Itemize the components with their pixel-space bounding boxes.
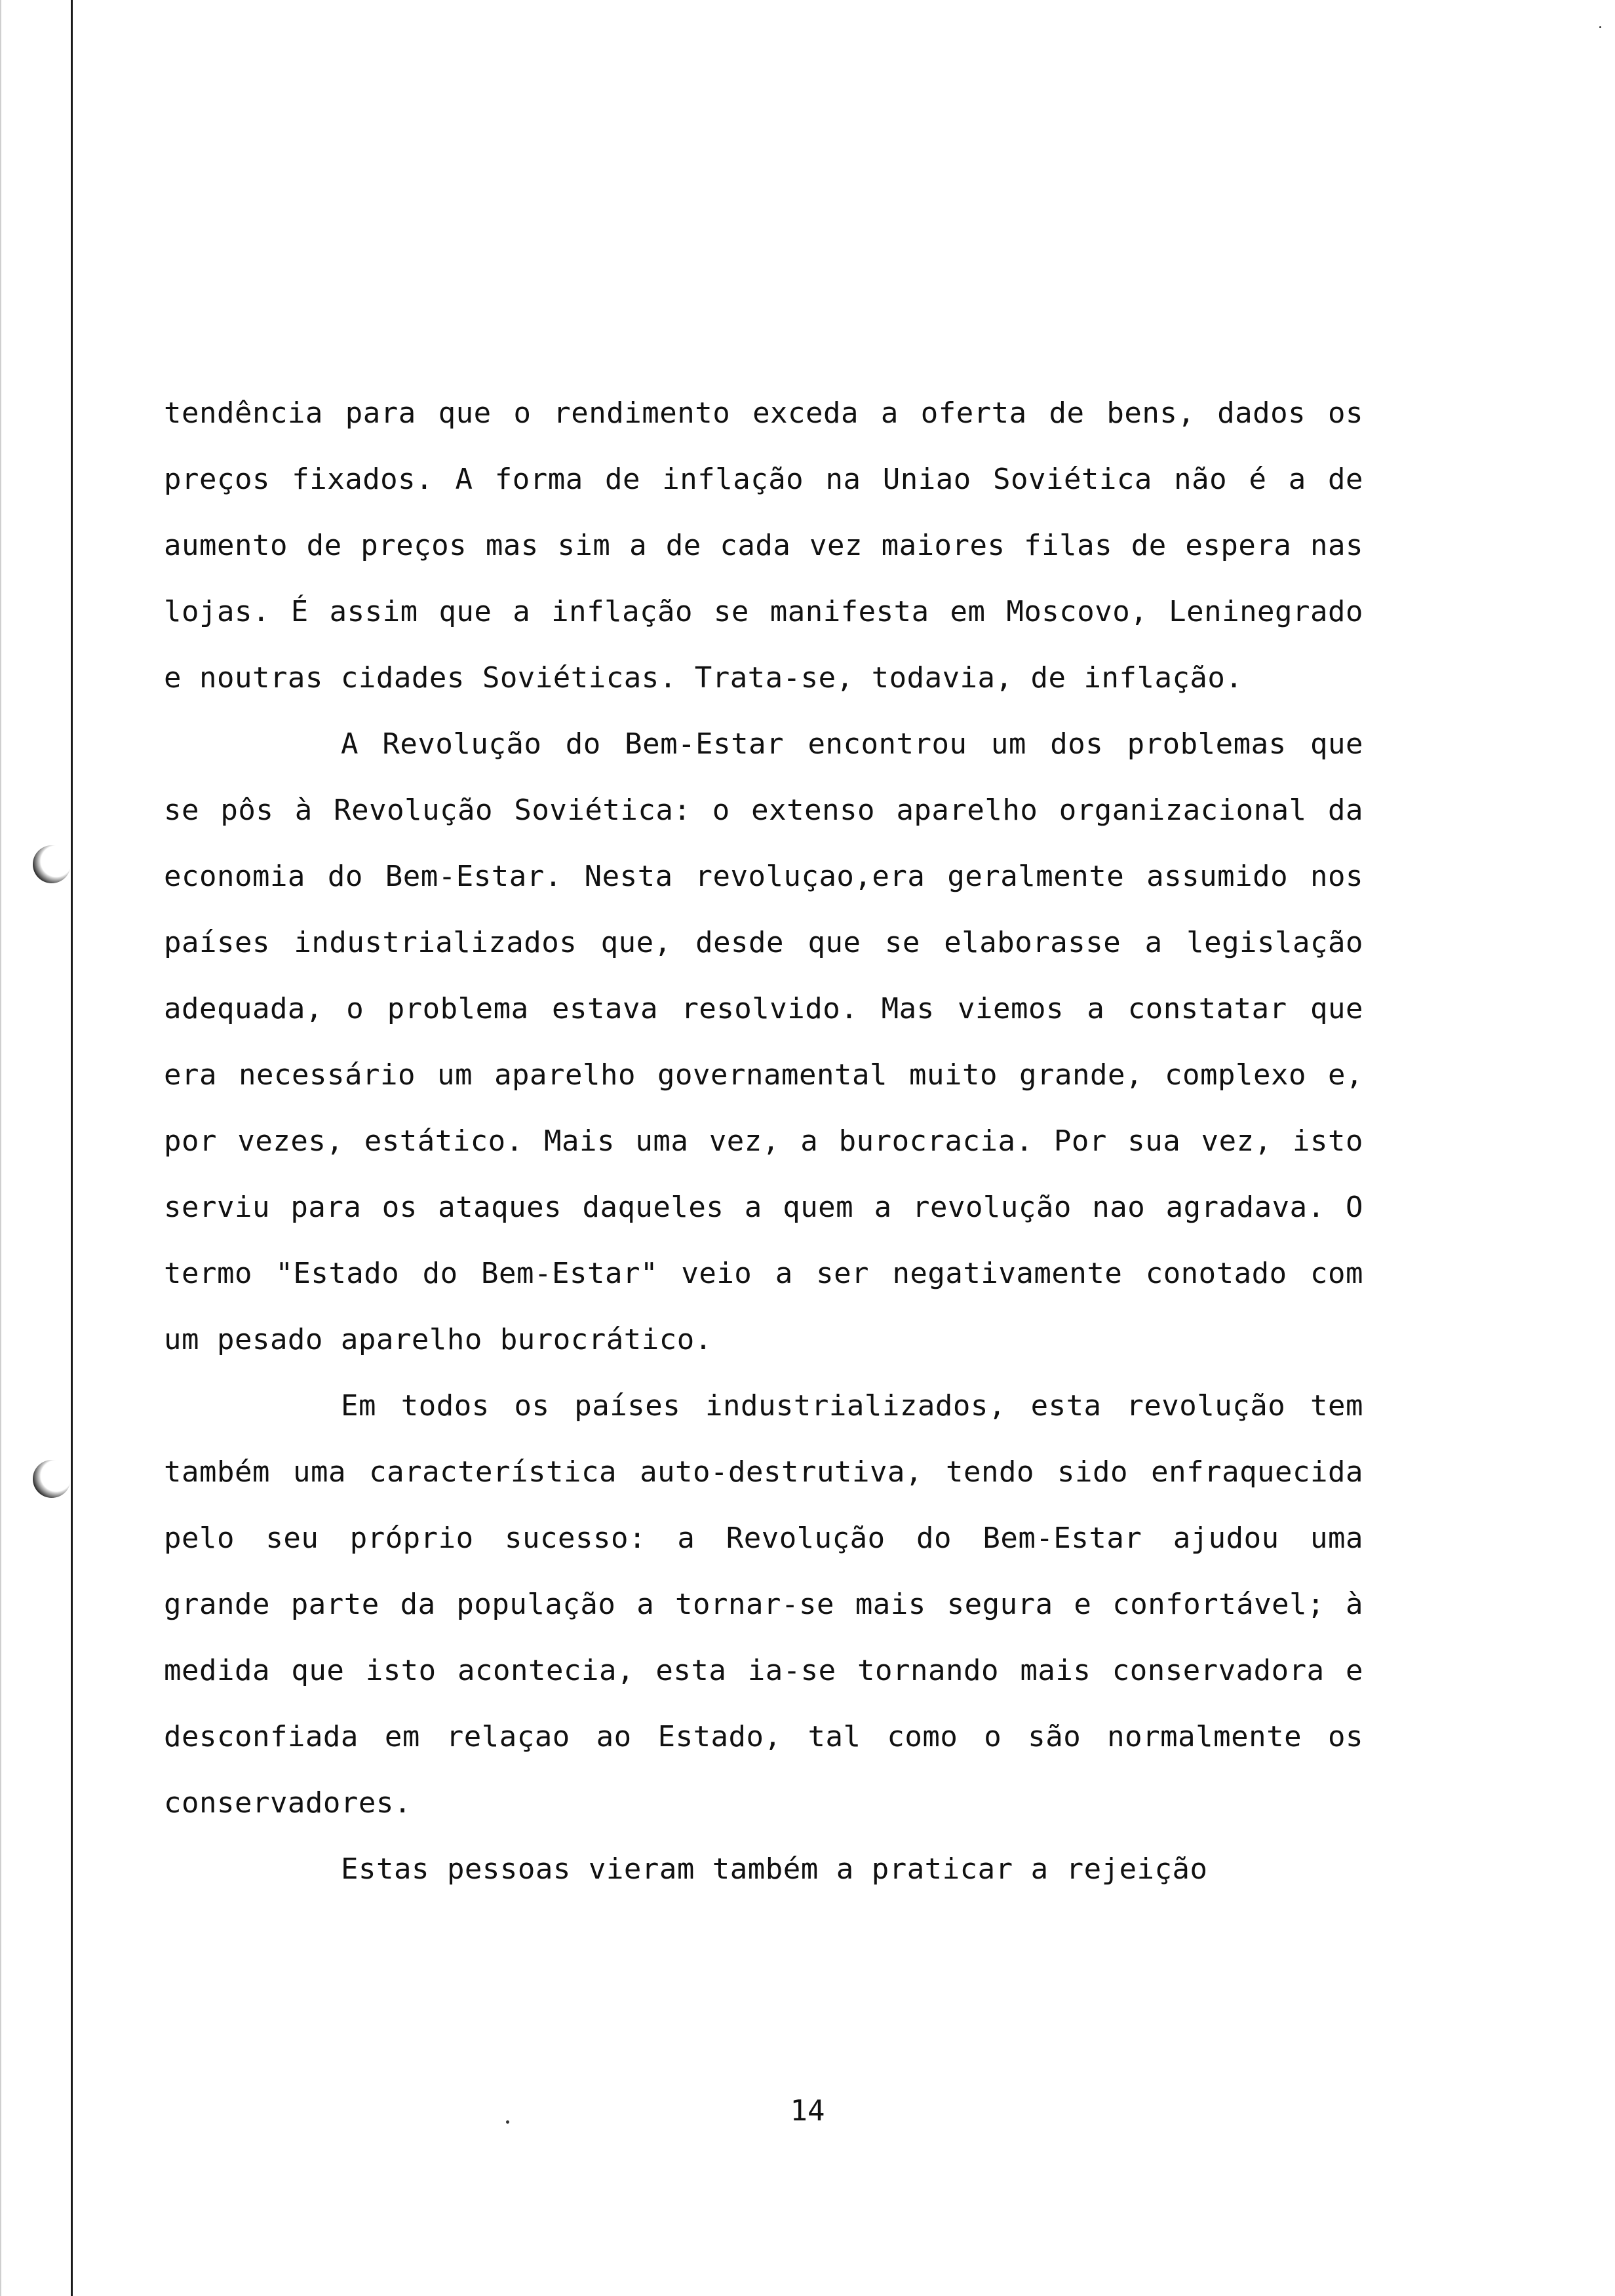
page-number: 14 — [790, 2094, 825, 2128]
document-body — [164, 380, 1363, 1902]
paragraph-self-destructive: Em todos os países industrializados, esta revolução tem também uma característica auto-destrutiva, tendo sido enfraquecida pelo seu próprio sucesso: a Revolução do Bem-Estar ajudou uma grande parte da população a tornar-se mais segura e confortável; à medida que isto acontecia, esta ia-se tornando mais conservadora e desconfiada em relaçao ao Estado, tal como o são normalmente os conservadores. — [164, 1389, 1363, 1820]
binding-hole-icon — [33, 1460, 71, 1498]
binding-margin-line — [71, 0, 73, 2296]
scan-speck — [1599, 26, 1601, 28]
paragraph-continuation: tendência para que o rendimento exceda a oferta de bens, dados os preços fixados. A forma de inflação na Uniao Soviética não é a de aumento de preços mas sim a de cada vez maiores filas de espera nas lojas. É assim que a inflação se manifesta em Moscovo, Leninegrado e noutras cidades Soviéticas. Trata-se, todavia, de inflação. — [164, 396, 1363, 695]
paragraph-welfare-revolution: A Revolução do Bem-Estar encontrou um dos problemas que se pôs à Revolução Soviética: o extenso aparelho organizacional da economia do Bem-Estar. Nesta revoluçao,era geralmente assumido nos países industrializados que, desde que se elaborasse a legislação adequada, o problema estava resolvido. Mas viemos a constatar que era necessário um aparelho governamental muito grande, complexo e, por vezes, estático. Mais uma vez, a burocracia. Por sua vez, isto serviu para os ataques daqueles a quem a revolução nao agradava. O termo "Estado do Bem-Estar" veio a ser negativamente conotado com um pesado aparelho burocrático. — [164, 727, 1363, 1356]
binding-hole-icon — [33, 845, 71, 883]
paragraph-rejection: Estas pessoas vieram também a praticar a rejeição — [341, 1852, 1208, 1886]
page-edge-line — [0, 0, 1, 2296]
